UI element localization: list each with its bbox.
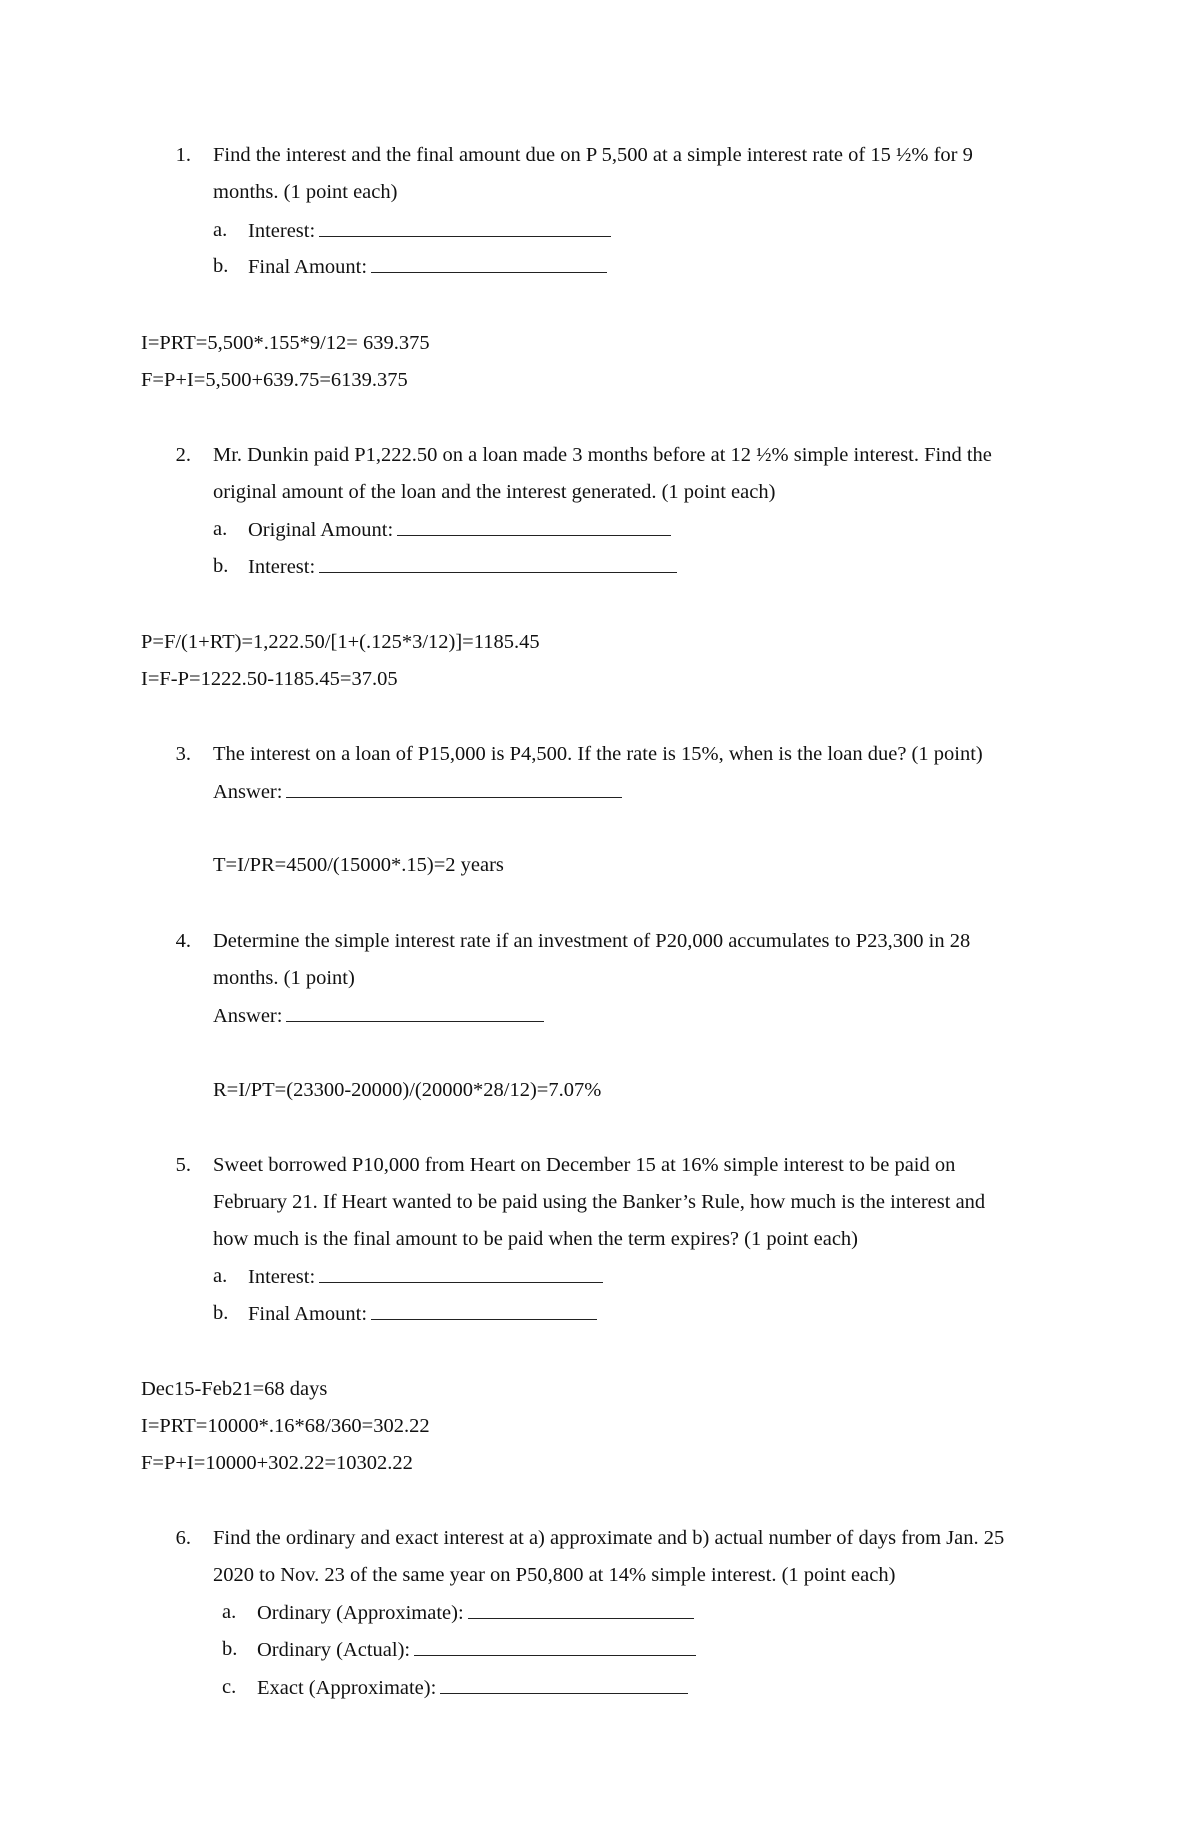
question-text: Find the ordinary and exact interest at a) approximate and b) actual number of days from Jan. 25 bbox=[213, 1527, 1005, 1549]
question-text: Sweet borrowed P10,000 from Heart on December 15 at 16% simple interest to be paid on bbox=[213, 1154, 956, 1176]
answer-row-original-amount bbox=[248, 517, 671, 542]
answer-row-exact-approximate bbox=[257, 1675, 688, 1700]
question-text: original amount of the loan and the interest generated. (1 point each) bbox=[213, 481, 776, 503]
question-number: 4. bbox=[175, 930, 191, 952]
answer-label: Answer: bbox=[213, 1005, 283, 1027]
answer-row-final-amount bbox=[248, 254, 607, 279]
question-text: Mr. Dunkin paid P1,222.50 on a loan made 3 months before at 12 ½% simple interest. Find the bbox=[213, 444, 992, 466]
answer-label: Answer: bbox=[213, 781, 283, 803]
answer-label: Interest: bbox=[248, 556, 316, 578]
answer-blank[interactable] bbox=[371, 254, 607, 273]
solution-line: R=I/PT=(23300-20000)/(20000*28/12)=7.07% bbox=[213, 1079, 602, 1101]
question-number: 6. bbox=[175, 1527, 191, 1549]
answer-blank[interactable] bbox=[397, 517, 671, 536]
answer-blank[interactable] bbox=[319, 1264, 603, 1283]
answer-label: Interest: bbox=[248, 1266, 316, 1288]
answer-blank[interactable] bbox=[319, 218, 611, 237]
answer-label: Ordinary (Actual): bbox=[257, 1639, 411, 1661]
option-letter: b. bbox=[222, 1638, 238, 1660]
question-text: February 21. If Heart wanted to be paid using the Banker’s Rule, how much is the interest and bbox=[213, 1191, 986, 1213]
answer-row-final-amount bbox=[248, 1301, 597, 1326]
question-text: Find the interest and the final amount due on P 5,500 at a simple interest rate of 15 ½% for 9 bbox=[213, 144, 973, 166]
question-number: 5. bbox=[175, 1154, 191, 1176]
answer-blank[interactable] bbox=[286, 1003, 544, 1022]
option-letter: a. bbox=[222, 1601, 237, 1623]
answer-blank[interactable] bbox=[468, 1600, 694, 1619]
solution-line: I=PRT=10000*.16*68/360=302.22 bbox=[141, 1415, 430, 1437]
option-letter: a. bbox=[213, 219, 228, 241]
answer-label: Exact (Approximate): bbox=[257, 1677, 437, 1699]
answer-blank[interactable] bbox=[286, 779, 622, 798]
option-letter: b. bbox=[213, 255, 229, 277]
answer-row-ordinary-actual bbox=[257, 1637, 696, 1662]
option-letter: b. bbox=[213, 555, 229, 577]
question-text: how much is the final amount to be paid when the term expires? (1 point each) bbox=[213, 1228, 858, 1250]
question-text: Determine the simple interest rate if an investment of P20,000 accumulates to P23,300 in 28 bbox=[213, 930, 971, 952]
option-letter: b. bbox=[213, 1302, 229, 1324]
answer-label: Final Amount: bbox=[248, 256, 368, 278]
answer-label: Original Amount: bbox=[248, 519, 394, 541]
question-number: 1. bbox=[175, 144, 191, 166]
solution-line: P=F/(1+RT)=1,222.50/[1+(.125*3/12)]=1185.45 bbox=[141, 631, 540, 653]
solution-line: F=P+I=10000+302.22=10302.22 bbox=[141, 1452, 413, 1474]
answer-row-interest bbox=[248, 218, 611, 243]
answer-row-ordinary-approximate bbox=[257, 1600, 694, 1625]
question-number: 3. bbox=[175, 743, 191, 765]
question-text: The interest on a loan of P15,000 is P4,500. If the rate is 15%, when is the loan due? (1 point) bbox=[213, 743, 983, 765]
option-letter: a. bbox=[213, 518, 228, 540]
answer-blank[interactable] bbox=[414, 1637, 696, 1656]
answer-label: Final Amount: bbox=[248, 1303, 368, 1325]
answer-blank[interactable] bbox=[440, 1675, 688, 1694]
solution-line: I=F-P=1222.50-1185.45=37.05 bbox=[141, 668, 398, 690]
answer-row bbox=[213, 1003, 544, 1028]
solution-line: Dec15-Feb21=68 days bbox=[141, 1378, 328, 1400]
answer-label: Interest: bbox=[248, 220, 316, 242]
answer-label: Ordinary (Approximate): bbox=[257, 1602, 464, 1624]
question-number: 2. bbox=[175, 444, 191, 466]
option-letter: a. bbox=[213, 1265, 228, 1287]
answer-blank[interactable] bbox=[371, 1301, 597, 1320]
solution-line: F=P+I=5,500+639.75=6139.375 bbox=[141, 369, 408, 391]
question-text: months. (1 point each) bbox=[213, 181, 398, 203]
solution-line: T=I/PR=4500/(15000*.15)=2 years bbox=[213, 854, 504, 876]
answer-row-interest bbox=[248, 554, 677, 579]
answer-blank[interactable] bbox=[319, 554, 677, 573]
answer-row bbox=[213, 779, 622, 804]
question-text: months. (1 point) bbox=[213, 967, 355, 989]
question-text: 2020 to Nov. 23 of the same year on P50,800 at 14% simple interest. (1 point each) bbox=[213, 1564, 896, 1586]
option-letter: c. bbox=[222, 1676, 237, 1698]
solution-line: I=PRT=5,500*.155*9/12= 639.375 bbox=[141, 332, 430, 354]
answer-row-interest bbox=[248, 1264, 603, 1289]
